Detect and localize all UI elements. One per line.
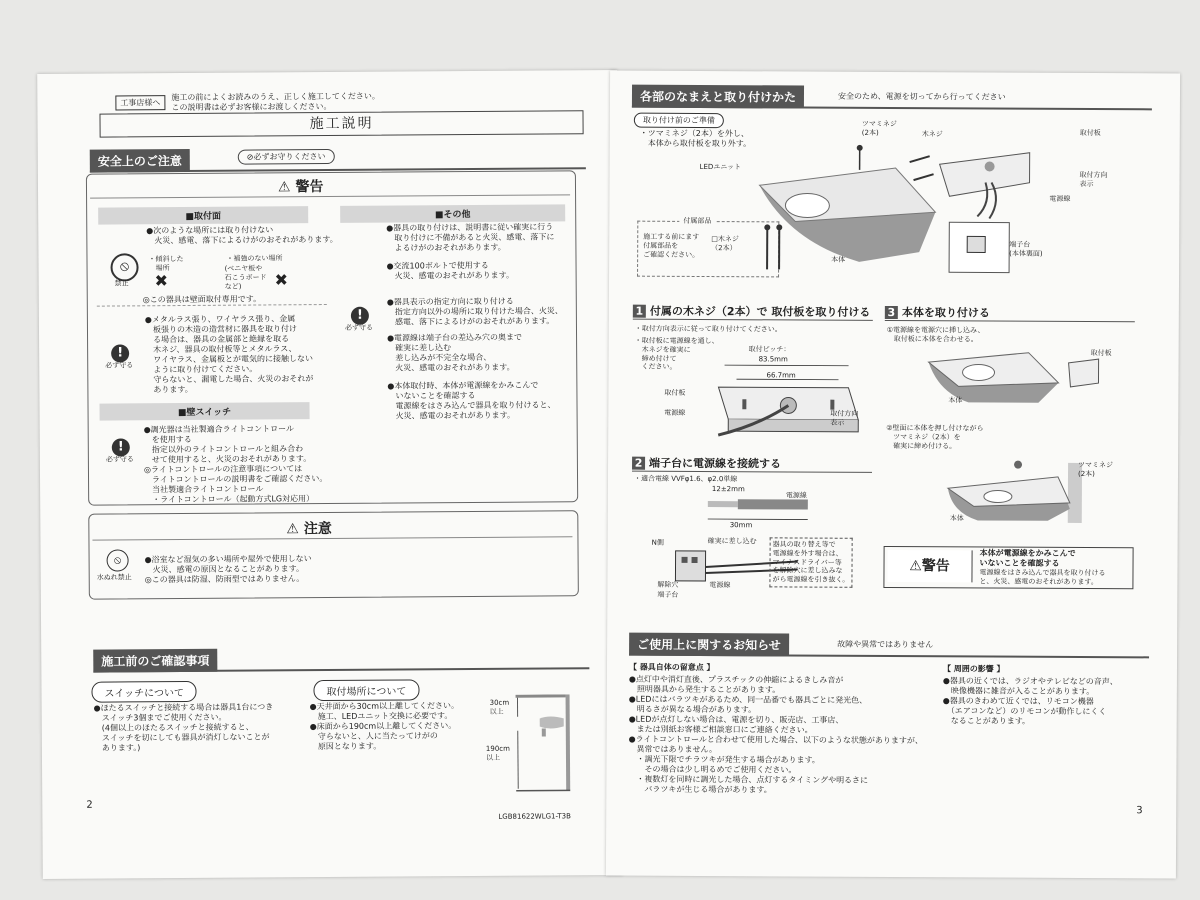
accessory-item: □木ネジ （2本） [711, 235, 739, 252]
step1-rule [633, 319, 873, 321]
wall-only-note: ◎この器具は壁面取付専用です。 [142, 294, 262, 305]
page-number-right: 3 [1136, 805, 1143, 817]
other-text-2: ●交流100ボルトで使用する 火災、感電のおそれがあります。 [386, 260, 515, 281]
replace-note: 器具の取り替え等で 電源線を外す場合は、 マイナスドライバー等 を解除穴に差し込みな がら電源線を引き抜く。 [769, 537, 852, 587]
step2-power-label-2: 電源線 [709, 581, 731, 590]
notice-col1-head: 【 器具自体の留意点 】 [628, 662, 715, 673]
led-unit-label: LEDユニット [699, 162, 742, 172]
step3-body-label-2: 本体 [949, 514, 964, 523]
switch-note: ●ほたるスイッチと接続する場合は器具1台につき スイッチ3個までご使用ください。 (4個以上のほたるスイッチと接続すると、 スイッチを切にしても器具が消灯しないことが あります。) [93, 702, 274, 753]
plate-label: 取付板 [1079, 128, 1101, 138]
step1-direction-label: 取付方向 表示 [830, 409, 859, 427]
install-text: ●次のような場所には取り付けない 火災、感電、落下によるけがのおそれがあります。 [146, 225, 338, 246]
step3-title: 3 本体を取り付ける [885, 304, 990, 321]
page-title: 施工説明 [99, 110, 583, 137]
wire-spec: ・適合電線 VVFφ1.6、φ2.0単線 [633, 474, 738, 484]
caution-text: ●浴室など湿気の多い場所や屋外で使用しない 火災、感電の原因となることがあります。 ◎この器具は防湿、防雨型ではありません。 [144, 554, 312, 585]
board-label: (ベニヤ板や 石こうボード など) [224, 264, 267, 291]
wood-screw-icon [759, 223, 789, 273]
parts-heading: 各部のなまえと取り付けかた [632, 85, 804, 109]
precheck-heading: 施工前のご確認事項 [93, 649, 217, 673]
place-note: ●天井面から30cm以上離してください。 施工、LEDユニット交換に必要です。 ●床面から190cm以上離してください。 守らないと、人に当たってけがの 原因となります。 [309, 701, 460, 752]
must-label: 必ず守る [105, 361, 134, 370]
other-text-3: ●器具表示の指定方向に取り付ける 指定方向以外の場所に取り付けた場合、火災、 感電、落下によるけがのおそれがあります。 [386, 296, 563, 327]
step1-title: 1 付属の木ネジ（2本）で 取付板を取り付ける [633, 303, 871, 320]
caution-triangle-icon: ⚠ [286, 521, 299, 538]
accessory-head: 付属部品 [679, 217, 715, 226]
tsumami-label: ツマミネジ (2本) [861, 119, 897, 137]
direction-label: 取付方向 表示 [1079, 170, 1108, 188]
page-number-left: 2 [86, 799, 93, 811]
switch-pill: スイッチについて [91, 681, 197, 703]
notice-col2-head: 【 周囲の影響 】 [942, 664, 1005, 674]
notice-col2-text: ●器具の近くでは、ラジオやテレビなどの音声、 映像機器に雑音が入ることがあります。 ●器具のきわめて近くでは、リモコン機器 （エアコンなど）のリモコンが動作しにくく なることがあります。 [942, 676, 1118, 726]
forbid-label: 禁止 [114, 279, 129, 288]
must-icon-3: ! [351, 304, 369, 325]
install-subhead: ■取付面 [98, 206, 308, 224]
x-mark-icon: ✖ [154, 271, 169, 291]
kineji-label: 木ネジ [921, 130, 943, 139]
notice-heading: ご使用上に関するお知らせ [629, 633, 789, 657]
step3-rule [885, 320, 1135, 322]
parts-diagram [699, 121, 1140, 313]
prep-text: ・ツマミネジ（2本）を外し、 本体から取付板を取り外す。 [639, 128, 752, 149]
step3-screw-label: ツマミネジ (2本) [1077, 460, 1114, 478]
step3-plate-label: 取付板 [1090, 349, 1112, 358]
step3-body-label: 本体 [948, 396, 963, 405]
step2-rule [632, 471, 872, 473]
total-length: 30mm [729, 521, 753, 530]
pitch-2: 66.7mm [766, 371, 796, 380]
metal-lath-text: ●メタルラス張り、ワイヤラス張り、金属 板張りの木造の造営材に器具を取り付け る場合は、器具の金属部と絶縁を取る 木ネジ、器具の取付板等とメタルラス、 ワイヤラス、金属板とが電気的に接触しない ように取り付けてください。 守らないと、漏電した場合、火災のおそれが あります。 [144, 314, 314, 395]
step2-title: 2 端子台に電源線を接続する [632, 455, 781, 472]
n-side-label: N側 [651, 538, 664, 547]
step1-power-label: 電源線 [664, 408, 686, 417]
left-page [37, 70, 623, 879]
body-warning-title: 本体が電源線をかみこんで いないことを確認する [979, 548, 1076, 568]
worker-note: 施工の前によくお読みのうえ、正しく施工してください。 この説明書は必ずお客様にお渡しください。 [171, 91, 380, 113]
notice-sub: 故障や異常ではありません [837, 639, 934, 650]
warning-triangle-icon: ⚠ [277, 179, 291, 196]
parts-note: 安全のため、電源を切ってから行ってください [837, 91, 1006, 102]
body-label: 本体 [831, 255, 846, 264]
pitch-label: 取付ピッチ： [748, 345, 791, 354]
prep-pill: 取り付け前のご準備 [634, 113, 724, 128]
worker-tag: 工事店様へ [115, 95, 165, 110]
place-pill: 取付場所について [313, 679, 419, 701]
doc-code: LGB81622WLG1-T3B [498, 812, 571, 821]
other-text-5: ●本体取付時、本体が電源線をかみこんで いないことを確認する 電源線をはさみ込んで器具を取り付けると、 火災、感電のおそれがあります。 [387, 380, 556, 421]
dim-30-label: 30cm 以上 [489, 698, 510, 716]
warning-icon: ⚠ [909, 558, 922, 575]
step2-power-label: 電源線 [785, 491, 807, 500]
step1-diagram [698, 359, 868, 450]
warning-title: ⚠ 警告 [277, 179, 324, 196]
right-page [606, 71, 1180, 879]
pitch-1: 83.5mm [758, 355, 788, 364]
wet-label: 水ぬれ禁止 [96, 573, 132, 582]
must-label-2: 必ず守る [105, 455, 134, 464]
no-water-icon: ⦸ [107, 549, 129, 571]
safety-heading: 安全上のご注意 [90, 149, 190, 173]
must-observe-badge: ⊘必ずお守りください [238, 149, 335, 165]
power-line-label: 電源線 [1049, 194, 1071, 203]
prohibit-icon: ⦸ [110, 253, 138, 281]
accessory-text: 施工する前にます 付属部品を ご確認ください。 [643, 232, 700, 259]
release-hole-label: 解除穴 [657, 580, 679, 589]
slope-label: ・傾斜した 場所 [148, 255, 184, 273]
must-label-3: 必ず守る [344, 323, 374, 332]
dim-190-label: 190cm 以上 [485, 744, 510, 762]
body-warning-label: ⚠警告 [887, 550, 972, 582]
body-warning-text: 電源線をはさみ込んで器具を取り付ける と、火災、感電のおそれがあります。 [979, 568, 1106, 586]
must-icon-2: ! [112, 435, 130, 456]
notice-divider [629, 654, 1149, 659]
other-text-4: ●電源線は端子台の差込み穴の奥まで 確実に差し込む 差し込みが不完全な場合、 火災、感電のおそれがあります。 [387, 332, 523, 373]
terminal-block-label: 端子台 [657, 590, 679, 599]
step1-text1: ・取付方向表示に従って取り付けてください。 [634, 324, 782, 334]
switch-subhead: ■壁スイッチ [99, 402, 309, 420]
caution-title: ⚠ 注意 [286, 520, 332, 538]
switch-text: ●調光器は当社製適合ライトコントロール を使用する 指定以外のライトコントロールと組み合わ せて使用すると、火災のおそれがあります。 ◎ライトコントロールの注意事項については ライトコントロールの説明書をご確認ください。 当社製適合ライトコントロール ・ライトコントロール（起動方式LG対応用） [143, 424, 328, 505]
other-text-1: ●器具の取り付けは、説明書に従い確実に行う 取り付けに不備があると火災、感電、落下に よるけがのおそれがあります。 [386, 222, 555, 253]
parts-divider [632, 106, 1152, 111]
must-icon: ! [111, 341, 129, 362]
no-reinforce-label: ・補強のない場所 [226, 254, 283, 263]
step3-text1: ①電源線を電源穴に挿し込み、 取付板に本体を合わせる。 [886, 325, 985, 344]
step1-text2: ・取付板に電源線を通し、 木ネジを確実に 締め付けて ください。 [634, 336, 719, 372]
x-mark-icon-2: ✖ [274, 270, 289, 290]
strip-length: 12±2mm [711, 485, 745, 494]
step3-diagram-1 [908, 342, 1118, 413]
step3-text2: ②壁面に本体を押し付けながら ツマミネジ（2本）を 確実に締め付ける。 [886, 423, 984, 450]
other-subhead: ■その他 [340, 204, 565, 223]
notice-col1-text: ●点灯中や消灯直後、プラスチックの伸縮によるきしみ音が 照明器具から発生することがあります。 ●LEDにはバラツキがあるため、同一品番でも器具ごとに発光色、 明るさが異なる場合があります。 ●LEDが点灯しない場合は、電源を切り、販売店、工事店、 または別紙お客様ご相談窓口にご連絡ください。 ●ライトコントロールと合わせて使用した場合、以下のような状態がありますが、 異常ではありません。 ・調光下限でチラツキが発生する場合があります。 その場合は少し明るめでご使用ください。 ・複数灯を同時に調光した場合、点灯するタイミングや明るさに バラツキが生じる場合があります。 [628, 674, 923, 795]
insert-label: 確実に差し込む [707, 537, 757, 546]
terminal-label: 端子台 (本体裏面) [1009, 240, 1043, 258]
step1-plate-label: 取付板 [664, 388, 686, 397]
